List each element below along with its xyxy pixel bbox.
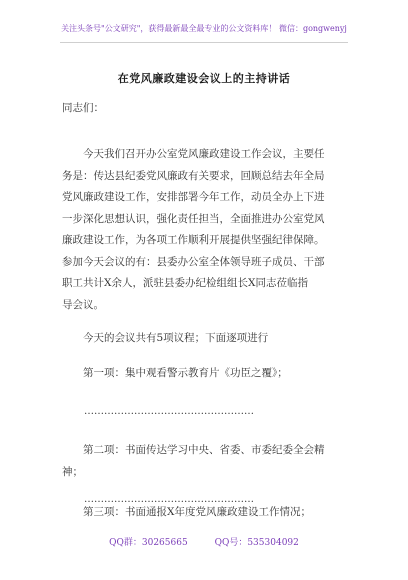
placeholder-dots-2: …………………………………………… [84,494,254,505]
footer-qq-number: QQ号：535304092 [214,538,299,548]
agenda-item-2 [62,440,352,483]
intro-line: 党风廉政建设工作，安排部署今年工作，动员全办上下进 [62,191,325,203]
intro-line: 导会议。 [62,298,104,311]
placeholder-dots-1: …………………………………………… [84,406,254,417]
intro-line: 务是：传达县纪委党风廉政有关要求，回顾总结去年全局 [62,169,325,182]
footer-contact [0,535,408,548]
intro-line: 参加今天会议的有：县委办公室全体领导班子成员、干部 [62,255,325,268]
agenda-item-3: 第三项：书面通报X年度党风廉政建设工作情况； [62,506,311,518]
intro-paragraph [62,144,352,316]
footer-qq-group: QQ群：30265665 [109,538,188,548]
intro-line: 职工共计X余人，派驻县委办纪检组组长X同志莅临指 [62,277,308,289]
agenda-item-1: 第一项：集中观看警示教育片《功臣之覆》； [62,367,288,379]
agenda-intro: 今天的会议共有5项议程；下面逐项进行 [62,332,269,344]
header-banner: 关注头条号"公文研究"，获得最新最全最专业的公文资料库！ 微信：gongwenyj [61,24,347,33]
intro-line: 廉政建设工作，为各项工作顺利开展提供坚强纪律保障。 [62,234,325,246]
document-title: 在党风廉政建设会议上的主持讲话 [117,72,291,85]
agenda-item-2-line: 神； [62,465,83,478]
intro-line: 今天我们召开办公室党风廉政建设工作会议，主要任 [62,148,325,160]
intro-line: 一步深化思想认识，强化责任担当，全面推进办公室党风 [62,212,325,225]
agenda-item-2-line: 第二项：书面传达学习中央、省委、市委纪委全会精 [62,444,325,456]
header-divider [60,42,348,43]
greeting: 同志们： [62,102,104,114]
